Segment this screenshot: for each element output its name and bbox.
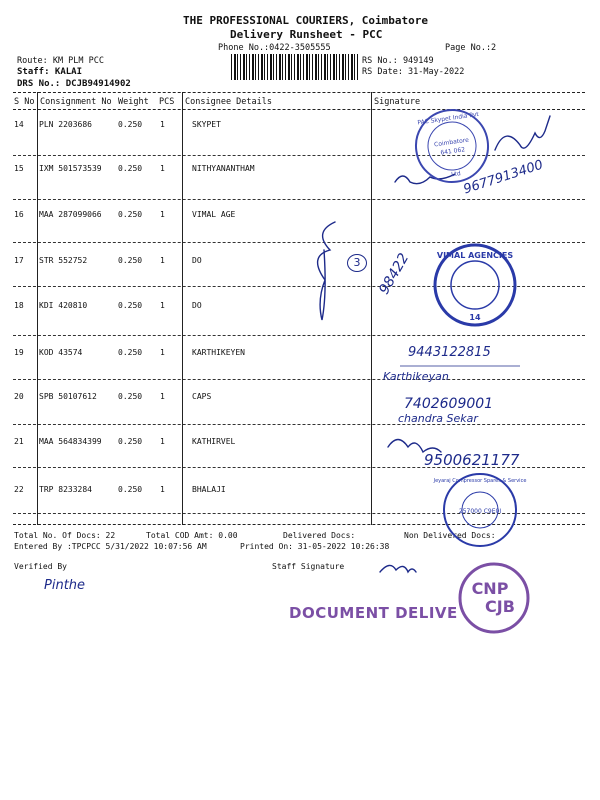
entered-by: Entered By :TPCPCC 5/31/2022 10:07:56 AM (14, 542, 207, 551)
row-consignee: CAPS (192, 392, 212, 401)
row-consignee: SKYPET (192, 120, 221, 129)
row-weight: 0.250 (118, 392, 143, 401)
handwritten-mobile-15: 9677913400 (461, 157, 546, 198)
staff-label: Staff: KALAI (17, 67, 83, 77)
row-consignee: VIMAL AGE (192, 210, 236, 219)
row-sno: 14 (14, 120, 24, 129)
row-weight: 0.250 (118, 256, 143, 265)
staff-scribble (380, 565, 416, 572)
route-label: Route: KM PLM PCC (17, 56, 104, 66)
drs-number: DRS No.: DCJB94914902 (17, 79, 131, 89)
stamp-cnp-line0: CNP (471, 579, 509, 598)
row-consignment: MAA 564834399 (39, 437, 102, 446)
row-consignment: TRP 8233284 (39, 485, 92, 494)
delivered-docs: Delivered Docs: (283, 531, 356, 540)
row-weight: 0.250 (118, 437, 143, 446)
row-weight: 0.250 (118, 210, 143, 219)
stamp-vimal (430, 240, 520, 330)
row-consignee: DO (192, 301, 202, 310)
stamp-compressor-line0: Jeyaraj Compressor Spares & Service (433, 478, 527, 484)
row-consignee: NITHYANANTHAM (192, 164, 255, 173)
handwritten-mobile-20: 7402609001 (404, 396, 494, 412)
stamp-skypet (407, 101, 497, 191)
stamp-vimal-line1: 14 (469, 313, 481, 322)
stamp-document-delivery: DOCUMENT DELIVE (289, 604, 458, 622)
signature-21 (388, 440, 441, 453)
row-sno: 15 (14, 164, 24, 173)
row-sno: 22 (14, 485, 24, 494)
row-weight: 0.250 (118, 485, 143, 494)
row-consignment: IXM 501573539 (39, 164, 102, 173)
row-sno: 17 (14, 256, 24, 265)
rs-date: RS Date: 31-May-2022 (362, 67, 465, 77)
staff-signature: Staff Signature (272, 562, 345, 571)
stamp-cnp-line1: CJB (485, 597, 515, 616)
non-delivered-docs: Non Delivered Docs: (404, 531, 496, 540)
row-pcs: 1 (160, 301, 165, 310)
col-signature: Signature (374, 97, 421, 107)
row-weight: 0.250 (118, 164, 143, 173)
row-consignment: KDI 420810 (39, 301, 88, 310)
stamp-skypet-line2: 641 062 (439, 146, 466, 157)
total-cod: Total COD Amt: 0.00 (146, 531, 238, 540)
row-pcs: 1 (160, 164, 165, 173)
row-sno: 21 (14, 437, 24, 446)
row-sno: 20 (14, 392, 24, 401)
row-weight: 0.250 (118, 348, 143, 357)
stamp-compressor-line1: 257000 C9E0I (458, 508, 502, 515)
total-docs: Total No. Of Docs: 22 (14, 531, 116, 540)
row-pcs: 1 (160, 392, 165, 401)
row-weight: 0.250 (118, 301, 143, 310)
stamp-vimal-line0: VIMAL AGENCIES (436, 251, 514, 260)
row-pcs: 1 (160, 485, 165, 494)
row-sno: 16 (14, 210, 24, 219)
row-consignee: DO (192, 256, 202, 265)
row-pcs: 1 (160, 256, 165, 265)
handwritten-name-19: Karthikeyan (383, 370, 449, 383)
handwritten-mobile-19: 9443122815 (408, 345, 491, 360)
row-consignment: PLN 2203686 (39, 120, 92, 129)
stamp-skypet-line0: PAC Skypet India Pvt (417, 110, 480, 127)
row-sno: 19 (14, 348, 24, 357)
stamp-compressor (433, 470, 527, 550)
row-consignment: STR 552752 (39, 256, 88, 265)
row-consignment: MAA 287099066 (39, 210, 102, 219)
stamp-skypet-line3: Ltd (450, 170, 462, 179)
row-pcs: 1 (160, 437, 165, 446)
row-consignment: SPB 50107612 (39, 392, 97, 401)
row-weight: 0.250 (118, 120, 143, 129)
verified-signature: Pinthe (44, 578, 86, 593)
verified-by: Verified By (14, 562, 67, 571)
row-sno: 18 (14, 301, 24, 310)
page-number: Page No.:2 (445, 43, 497, 53)
phone-number: Phone No.:0422-3505555 (218, 43, 331, 53)
col-pcs: PCS (159, 97, 175, 107)
runsheet-subtitle: Delivery Runsheet - PCC (230, 28, 383, 41)
row-pcs: 1 (160, 120, 165, 129)
rs-number: RS No.: 949149 (362, 56, 434, 66)
handwritten-name-20: chandra Sekar (398, 412, 478, 425)
company-title: THE PROFESSIONAL COURIERS, Coimbatore (183, 14, 429, 27)
handwritten-mobile-21: 9500621177 (424, 451, 520, 469)
stamp-skypet-line1: Coimbatore (433, 136, 470, 149)
printed-on: Printed On: 31-05-2022 10:26:38 (240, 542, 390, 551)
row-consignee: KATHIRVEL (192, 437, 236, 446)
col-weight: Weight (118, 97, 149, 107)
signature-14 (495, 116, 550, 150)
handwritten-circled-3: 3 (347, 254, 367, 272)
row-consignee: BHALAJI (192, 485, 226, 494)
col-consignee: Consignee Details (185, 97, 272, 107)
stamp-cnp (454, 558, 534, 638)
row-pcs: 1 (160, 210, 165, 219)
col-consignment: Consignment No (40, 97, 112, 107)
row-consignment: KOD 43574 (39, 348, 83, 357)
col-sno: S No (14, 97, 35, 107)
bracket-scribble (318, 222, 335, 320)
row-consignee: KARTHIKEYEN (192, 348, 245, 357)
row-pcs: 1 (160, 348, 165, 357)
handwritten-mobile-18: 98422 (376, 250, 413, 298)
